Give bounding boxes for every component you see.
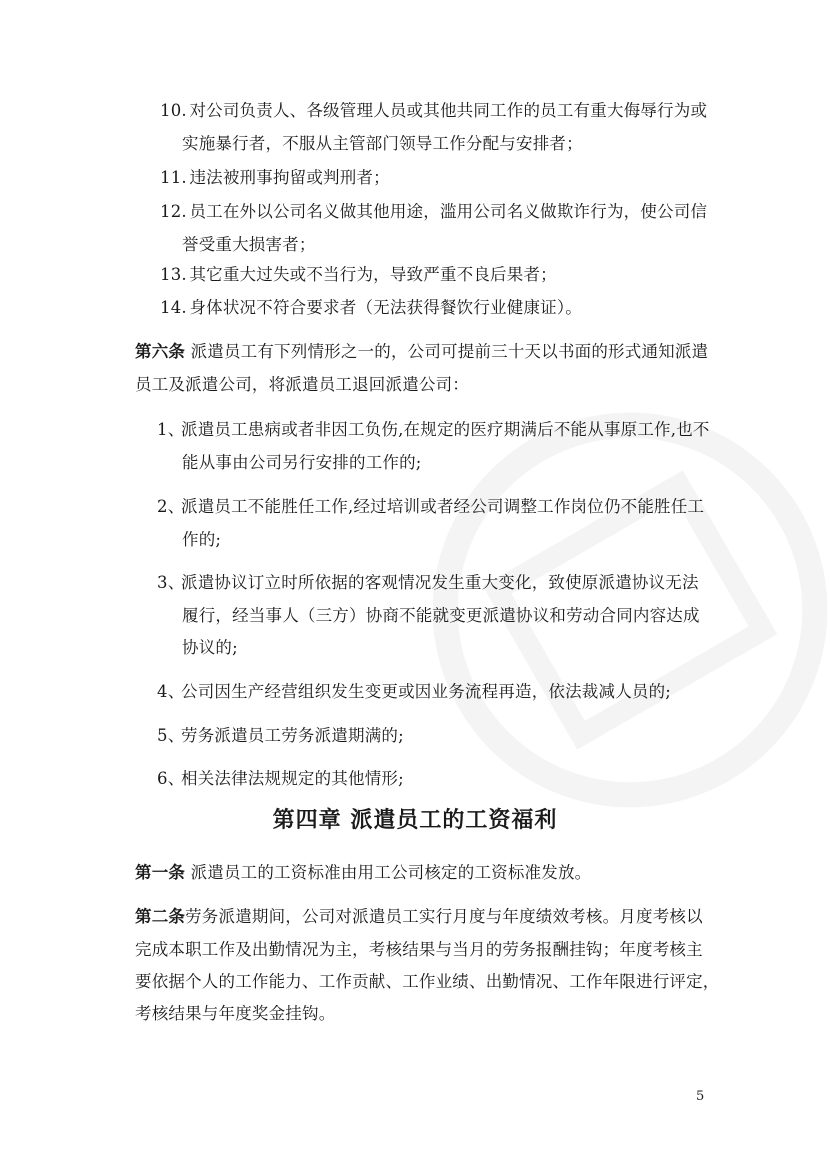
ch4-article-2-line-4: 考核结果与年度奖金挂钩。: [135, 1004, 336, 1023]
ch4-article-2-label: 第二条: [135, 907, 186, 926]
list-item-12-line-2: 誉受重大损害者；: [182, 235, 316, 254]
return-item-5: 5、劳务派遣员工劳务派遣期满的;: [157, 726, 404, 745]
return-item-1-line-1: 1、派遣员工患病或者非因工负伤,在规定的医疗期满后不能从事原工作,也不: [157, 420, 710, 439]
ch4-article-1-label: 第一条: [135, 863, 186, 882]
return-item-2-line-1: 2、派遣员工不能胜任工作,经过培训或者经公司调整工作岗位仍不能胜任工: [157, 497, 705, 516]
return-item-2-line-2: 作的;: [182, 530, 222, 549]
list-item-10-line-2: 实施暴行者，不服从主管部门领导工作分配与安排者；: [182, 134, 583, 153]
list-item-11: 11. 违法被刑事拘留或判刑者；: [160, 168, 390, 187]
article-6-label: 第六条: [135, 342, 186, 361]
return-item-4: 4、公司因生产经营组织发生变更或因业务流程再造，依法裁减人员的;: [157, 682, 672, 701]
ch4-article-2-line-2: 完成本职工作及出勤情况为主，考核结果与当月的劳务报酬挂钩；年度考核主: [135, 940, 703, 959]
return-item-1-line-2: 能从事由公司另行安排的工作的;: [182, 453, 422, 472]
return-item-3-line-2: 履行，经当事人（三方）协商不能就变更派遣协议和劳动合同内容达成: [182, 606, 700, 625]
list-item-13: 13. 其它重大过失或不当行为，导致严重不良后果者；: [160, 265, 557, 284]
return-item-3-line-1: 3、派遣协议订立时所依据的客观情况发生重大变化，致使原派遣协议无法: [157, 573, 699, 592]
page-number: 5: [696, 1089, 705, 1104]
list-item-10-line-1: 10. 对公司负责人、各级管理人员或其他共同工作的员工有重大侮辱行为或: [160, 101, 708, 120]
article-6-line-1: 第六条 派遣员工有下列情形之一的，公司可提前三十天以书面的形式通知派遣: [135, 342, 709, 361]
list-item-14: 14. 身体状况不符合要求者（无法获得餐饮行业健康证）。: [160, 298, 583, 317]
ch4-article-2-line-1: 第二条劳务派遣期间，公司对派遣员工实行月度与年度绩效考核。月度考核以: [135, 907, 703, 926]
list-item-12-line-1: 12. 员工在外以公司名义做其他用途，滥用公司名义做欺诈行为，使公司信: [160, 202, 708, 221]
return-item-3-line-3: 协议的;: [182, 638, 238, 657]
article-6-line-2: 员工及派遣公司，将派遣员工退回派遣公司：: [135, 375, 469, 394]
chapter-title: 第四章 派遣员工的工资福利: [272, 808, 558, 833]
ch4-article-1: 第一条 派遣员工的工资标准由用工公司核定的工资标准发放。: [135, 863, 592, 882]
ch4-article-2-line-3: 要依据个人的工作能力、工作贡献、工作业绩、出勤情况、工作年限进行评定，: [135, 972, 720, 991]
return-item-6: 6、相关法律法规规定的其他情形;: [157, 769, 404, 788]
